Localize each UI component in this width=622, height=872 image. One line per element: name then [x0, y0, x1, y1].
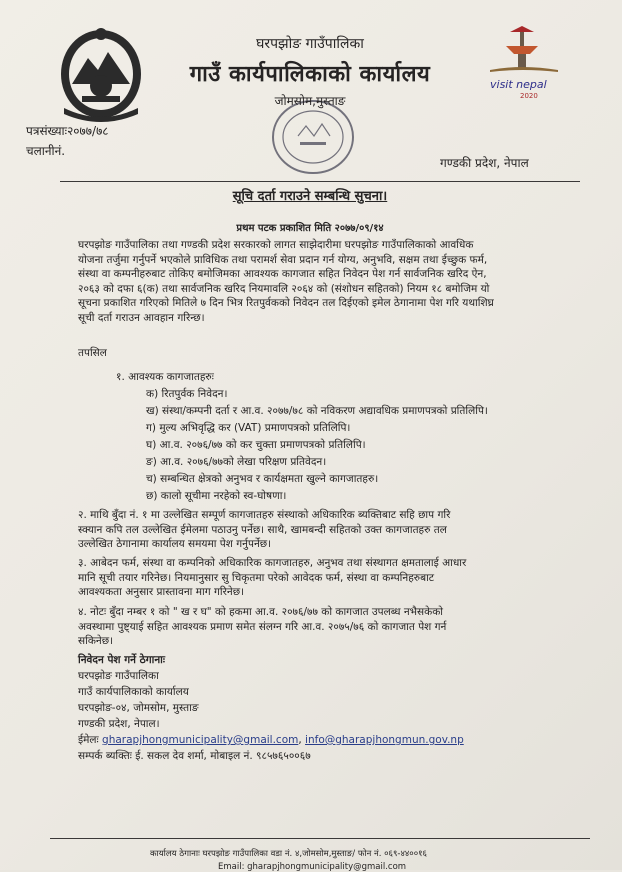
- footer-email: Email: gharapjhongmunicipality@gmail.com: [218, 862, 407, 872]
- intro-paragraph: [78, 238, 536, 325]
- point-2-line: स्क्यान कपि तल उल्लेखित ईमेलमा पठाउनु पर्नेछ। साथै, खामबन्दी सहितको उक्त कागजातहरु तल: [78, 523, 447, 536]
- docs-heading: १. आवश्यक कागजातहरुः: [116, 371, 214, 383]
- point-2-line: २. माथि बुँदा नं. १ मा उल्लेखित सम्पूर्ण कागजातहरु संस्थाको अधिकारिक ब्यक्तिबाट सहि छाप गरि: [78, 509, 451, 521]
- submit-address-heading: निवेदन पेश गर्ने ठेगानाः: [78, 654, 165, 666]
- docs-list-item: छ) कालो सूचीमा नरहेको स्व-घोषणा।: [146, 490, 287, 502]
- office-main-title: गाउँ कार्यपालिकाको कार्यालय: [189, 62, 431, 87]
- notice-publish-date: प्रथम पटक प्रकाशित मिति २०७७/०९/१४: [236, 223, 384, 234]
- intro-line: योजना तर्जुमा गर्नुपर्ने भएकोले प्राविधिक तथा परामर्श सेवा प्रदान गर्न योग्य, अनुभवि, सक्षम तथा ईच्छुक फर्म,: [78, 253, 488, 266]
- intro-line: घरपझोङ गाउँपालिका तथा गण्डकी प्रदेश सरकारको लागत साझेदारीमा घरपझोङ गाउँपालिकाको आवधिक: [78, 239, 474, 251]
- notice-title: सूचि दर्ता गराउने सम्बन्धि सुचना।: [232, 189, 388, 204]
- reference-number: पत्रसंख्याः२०७७/७८: [26, 124, 109, 138]
- email-link-official[interactable]: info@gharapjhongmun.gov.np: [305, 734, 464, 746]
- docs-list-item: ङ) आ.व. २०७६/७७को लेखा परिक्षण प्रतिवेदन।: [146, 456, 327, 468]
- docs-list-item: ग) मुल्य अभिवृद्धि कर (VAT) प्रमाणपत्रको प्रतिलिपि।: [146, 422, 351, 434]
- point-3-paragraph: [78, 556, 536, 600]
- footer-divider: [50, 838, 590, 839]
- visit-nepal-logo-icon: [484, 24, 564, 104]
- intro-line: सूची दर्ता गराउन आवहान गरिन्छ।: [78, 311, 205, 324]
- province-name: गण्डकी प्रदेश, नेपाल: [440, 156, 529, 170]
- header-divider: [60, 181, 580, 182]
- email-label: ईमेलः: [78, 734, 99, 746]
- point-2-line: उल्लेखित ठेगानामा कार्यालय समयमा पेश गर्नुपर्नेछ।: [78, 538, 272, 550]
- email-separator: ,: [298, 734, 306, 746]
- contact-person: सम्पर्क ब्यक्तिः ई. सकल देव शर्मा, मोबाइल नं. ९८५७६५००६७: [78, 750, 311, 762]
- nepal-emblem-icon: [54, 22, 148, 122]
- intro-line: २०६३ को दफा ६(क) तथा सार्वजनिक खरिद नियमावलि २०६४ को (संशोधन सहितको) नियम १८ बमोजिम यो: [78, 282, 490, 295]
- docs-list-item: क) रितपुर्वक निवेदन।: [146, 388, 228, 400]
- docs-list-item: च) सम्बन्धित क्षेत्रको अनुभव र कार्यक्षमता खुल्ने कागजातहरु।: [146, 473, 379, 485]
- intro-line: संस्था वा कम्पनीहरुबाट तोकिए बमोजिमका आवश्यक कागजात सहित निवेदन पेश गर्न सार्वजनिक खरिद ऐन,: [78, 268, 487, 280]
- point-4-line: ४. नोटः बुँदा नम्बर १ को " ख र घ" को हकमा आ.व. २०७६/७७ को कागजात उपलब्ध नभैसकेको: [78, 606, 443, 618]
- footer-office-address: कार्यालय ठेगानाः घरपझोङ गाउँपालिका वडा नं. ४,जोमसोम,मुस्ताङ/ फोन नं. ०६९-४४००१६: [150, 849, 427, 859]
- point-3-line: ३. आबेदन फर्म, संस्था वा कम्पनिको अधिकारिक कागजातहरु, अनुभव तथा संस्थागत क्षमतालाई आधार: [78, 557, 467, 569]
- submit-address-line: गण्डकी प्रदेश, नेपाल।: [78, 718, 160, 730]
- docs-list-item: घ) आ.व. २०७६/७७ को कर चुक्ता प्रमाणपत्रको प्रतिलिपि।: [146, 439, 366, 451]
- point-4-paragraph: [78, 605, 536, 649]
- office-address: जोमसोम,मुस्ताङ: [274, 94, 346, 108]
- point-3-line: मानि सूची तयार गरिनेछ। नियमानुसार सु चिकृतमा परेको आवेदक फर्म, संस्था वा कम्पनिहरुबाट: [78, 571, 435, 584]
- municipality-name: घरपझोङ गाउँपालिका: [256, 36, 364, 52]
- svg-text:visit nepal: visit nepal: [490, 78, 547, 91]
- submit-address-line: गाउँ कार्यपालिकाको कार्यालय: [78, 686, 189, 698]
- email-link-gmail[interactable]: gharapjhongmunicipality@gmail.com: [102, 734, 299, 746]
- submit-address-line: घरपझोङ-०४, जोमसोम, मुस्ताङ: [78, 702, 199, 714]
- tapasil-label: तपसिल: [78, 347, 107, 359]
- point-2-paragraph: [78, 508, 536, 552]
- point-3-line: आवश्यकता अनुसार प्रास्तावना माग गरिनेछ।: [78, 586, 245, 598]
- intro-line: सूचना प्रकाशित गरिएको मितिले ७ दिन भित्र रितपुर्वकको निवेदन तल दिईएको इमेल ठेगानामा पेश गरि यथाशिघ्र: [78, 297, 494, 309]
- point-4-line: अवस्थामा पुष्ट्याई सहित आवश्यक प्रमाण समेत संलग्न गरि आ.व. २०७५/७६ को कागजात पेश गर्न: [78, 620, 447, 633]
- docs-list-item: ख) संस्था/कम्पनी दर्ता र आ.व. २०७७/७८ को नविकरण अद्यावधिक प्रमाणपत्रको प्रतिलिपि।: [146, 405, 488, 417]
- point-4-line: सकिनेछ।: [78, 635, 114, 647]
- email-row: [78, 733, 464, 747]
- submit-address-line: घरपझोङ गाउँपालिका: [78, 670, 159, 682]
- dispatch-number: चलानीनं.: [26, 144, 66, 158]
- svg-text:2020: 2020: [520, 92, 538, 100]
